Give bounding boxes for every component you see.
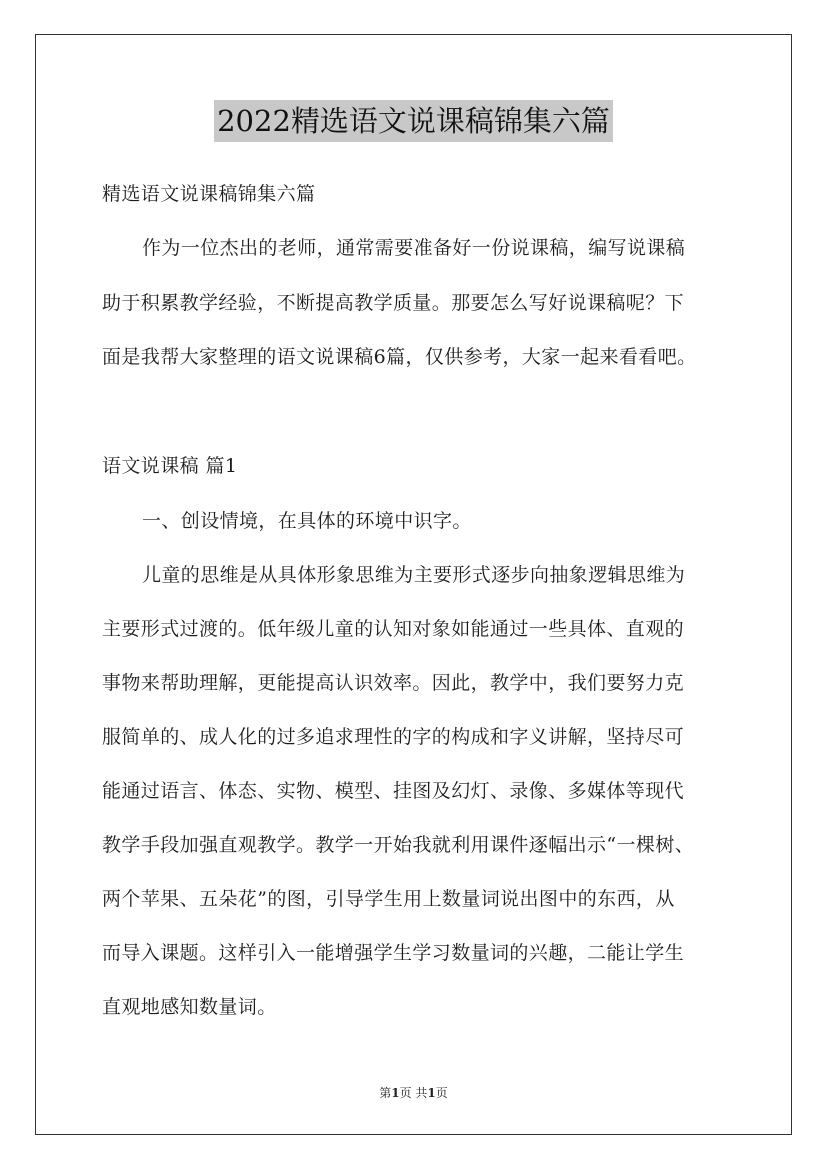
document-subtitle: 精选语文说课稿锦集六篇 (102, 183, 316, 205)
body-line-7: 两个苹果、五朵花”的图，引导学生用上数量词说出图中的东西，从 (102, 888, 675, 910)
footer-page-total: 1 (427, 1086, 436, 1100)
body-line-1: 儿童的思维是从具体形象思维为主要形式逐步向抽象逻辑思维为 (142, 564, 686, 586)
footer-page-current: 1 (391, 1086, 400, 1100)
intro-line-2: 助于积累教学经验，不断提高教学质量。那要怎么写好说课稿呢？下 (102, 292, 685, 314)
footer-page-mid: 页 共 (399, 1086, 428, 1100)
point-heading: 一、创设情境，在具体的环境中识字。 (142, 510, 472, 532)
intro-line-3: 面是我帮大家整理的语文说课稿6篇，仅供参考，大家一起来看看吧。 (102, 346, 697, 368)
body-line-5: 能通过语言、体态、实物、模型、挂图及幻灯、录像、多媒体等现代 (102, 780, 685, 802)
body-line-4: 服简单的、成人化的过多追求理性的字的构成和字义讲解，坚持尽可 (102, 726, 685, 748)
footer-page-prefix: 第 (379, 1086, 392, 1100)
intro-line-1: 作为一位杰出的老师，通常需要准备好一份说课稿，编写说课稿 (142, 237, 686, 259)
body-line-2: 主要形式过渡的。低年级儿童的认知对象如能通过一些具体、直观的 (102, 618, 685, 640)
section-heading: 语文说课稿 篇1 (102, 455, 238, 477)
body-line-6: 教学手段加强直观教学。教学一开始我就利用课件逐幅出示“一棵树、 (102, 834, 695, 856)
footer-page-suffix: 页 (435, 1086, 448, 1100)
document-title: 2022精选语文说课稿锦集六篇 (214, 100, 613, 142)
body-line-3: 事物来帮助理解，更能提高认识效率。因此，教学中，我们要努力克 (102, 672, 685, 694)
body-line-8: 而导入课题。这样引入一能增强学生学习数量词的兴趣，二能让学生 (102, 942, 685, 964)
body-line-9: 直观地感知数量词。 (102, 996, 277, 1018)
page-footer (0, 1085, 827, 1101)
title-container (0, 100, 827, 142)
